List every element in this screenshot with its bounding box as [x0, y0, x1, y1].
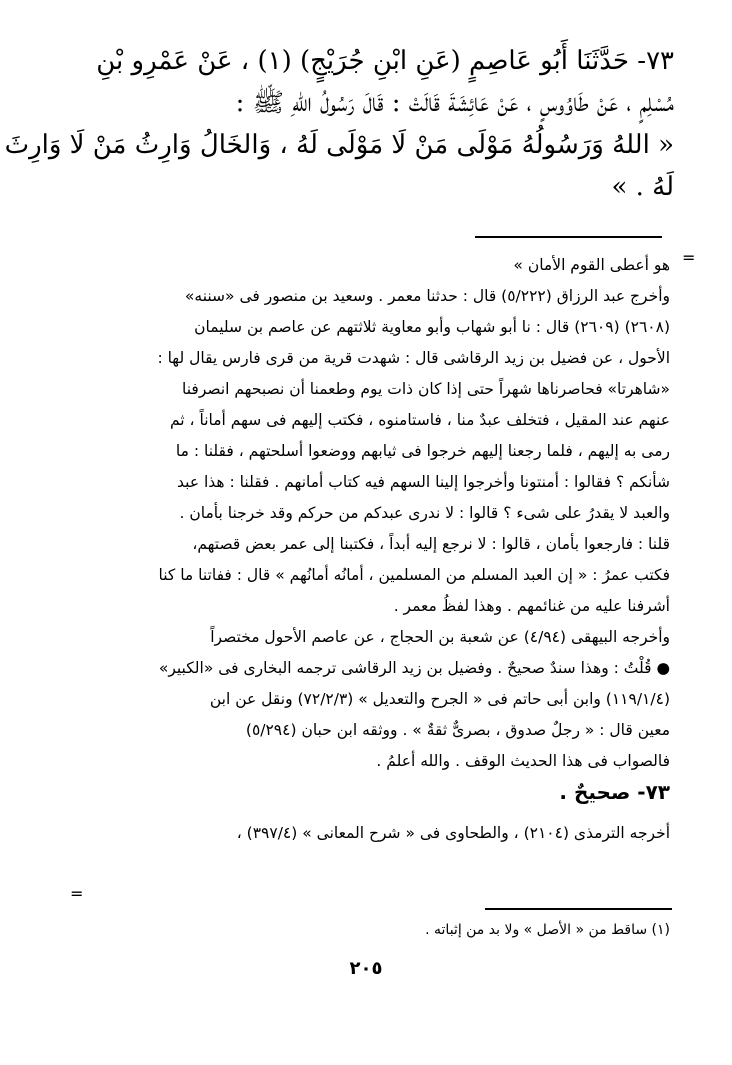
hadith-line: ٧٣- حَدَّثَنَا أَبُو عَاصِمٍ (عَنِ ابْنِ جُرَيْجٍ) (١) ، عَنْ عَمْرِو بْنِ [96, 46, 674, 76]
commentary-line: قلنا : فارجعوا بأمان ، قالوا : لا نرجع إليه أبداً ، فكتبنا إلى عمر بعض قصتهم، [192, 535, 670, 553]
section-divider-top [475, 236, 662, 238]
section-heading: ٧٣- صحيحٌ . [559, 780, 670, 804]
hadith-line: لَهُ . » [611, 172, 674, 202]
page-number: ٢٠٥ [349, 958, 383, 979]
commentary-line: وأخرجه البيهقى (٤/٩٤) عن شعبة بن الحجاج ، عن عاصم الأحول مختصراً [210, 628, 670, 646]
margin-mark-bottom: = [70, 884, 84, 903]
footnote-divider [485, 908, 672, 910]
hadith-line: « اللهُ وَرَسُولُهُ مَوْلَى مَنْ لَا مَوْلَى لَهُ ، وَالخَالُ وَارِثُ مَنْ لَا وَارِثَ [4, 130, 674, 160]
commentary-line: أخرجه الترمذى (٢١٠٤) ، والطحاوى فى « شرح المعانى » (٣٩٧/٤) ، [236, 824, 670, 842]
commentary-line: ● قُلْتُ : وهذا سندٌ صحيحٌ . وفضيل بن زيد الرقاشى ترجمه البخارى فى «الكبير» [158, 659, 670, 677]
commentary-line: «شاهرتا» فحاصرناها شهراً حتى إذا كان ذات يوم وطعمنا أن نصبحهم انصرفنا [182, 380, 670, 398]
commentary-line: فكتب عمرُ : « إن العبد المسلم من المسلمين ، أمانُه أمانُهم » قال : ففاتنا ما كنا [158, 566, 670, 584]
commentary-line: هو أعطى القوم الأمان » [513, 256, 670, 274]
commentary-line: عنهم عند المقيل ، فتخلف عبدٌ منا ، فاستامنوه ، فكتب إليهم فى سهم أماناً ، ثم [169, 411, 670, 429]
commentary-line: والعبد لا يقدرُ على شىء ؟ قالوا : لا ندرى عبدكم من حركم وقد خرجنا بأمان . [179, 504, 670, 522]
commentary-line: معين قال : « رجلٌ صدوق ، بصرىٌّ ثقةٌ » . ووثقه ابن حبان (٥/٢٩٤) [245, 721, 670, 739]
commentary-line: وأخرج عبد الرزاق (٥/٢٢٢) قال : حدثنا معمر . وسعيد بن منصور فى «سننه» [184, 287, 670, 305]
commentary-line: شأنكم ؟ فقالوا : أمنتونا وأخرجوا إلينا السهم فيه كتاب أمانهم . فقلنا : هذا عبد [177, 473, 670, 491]
commentary-line: أشرفنا عليه من غنائمهم . وهذا لفظُ معمر . [393, 597, 670, 615]
commentary-line: رمى به إليهم ، فلما رجعنا إليهم خرجوا فى ثيابهم ووضعوا أسلحتهم ، فقلنا : ما [175, 442, 670, 460]
hadith-text [4, 40, 674, 208]
commentary-block [88, 250, 670, 849]
commentary-line: (٢٦٠٨) (٢٦٠٩) قال : نا أبو شهاب وأبو معاوية ثلاثتهم عن عاصم بن سليمان [194, 318, 670, 336]
footnote: (١) ساقط من « الأصل » ولا بد من إثباته . [425, 922, 670, 938]
margin-mark-top: = [682, 248, 696, 267]
commentary-line: (١١٩/١/٤) وابن أبى حاتم فى « الجرح والتعديل » (٧٢/٢/٣) ونقل عن ابن [209, 690, 670, 708]
commentary-line: فالصواب فى هذا الحديث الوقف . والله أعلمُ . [376, 752, 670, 770]
hadith-line: مُسْلِمٍ ، عَنْ طَاوُوسٍ ، عَنْ عَائِشَةَ قَالَتْ : قَالَ رَسُولُ اللهِ ﷺ : [235, 88, 674, 118]
commentary-line: الأحول ، عن فضيل بن زيد الرقاشى قال : شهدت قرية من قرى فارس يقال لها : [157, 349, 670, 367]
